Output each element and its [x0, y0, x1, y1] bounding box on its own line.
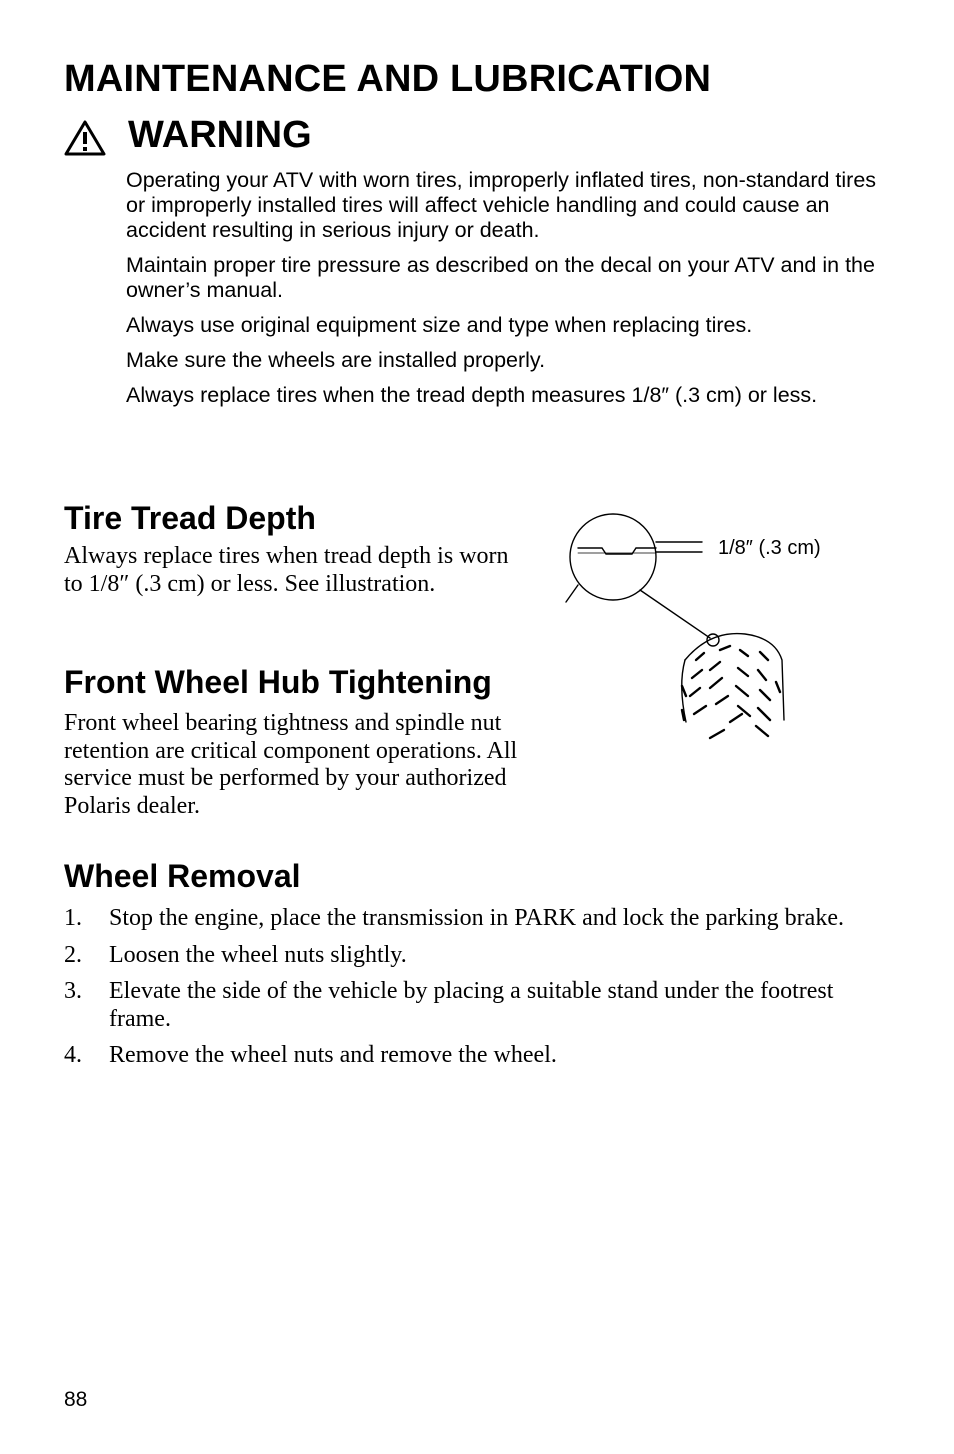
page-title: MAINTENANCE AND LUBRICATION: [64, 58, 712, 100]
step-number: 2.: [64, 941, 82, 968]
list-item: [64, 942, 884, 970]
wheel-removal-steps: [64, 905, 884, 1079]
tire-tread-depth-text: Always replace tires when tread depth is worn to 1/8″ (.3 cm) or less. See illustration.: [64, 543, 509, 597]
step-text: Loosen the wheel nuts slightly.: [109, 941, 407, 968]
list-item: [64, 905, 884, 933]
step-text: Stop the engine, place the transmission in PARK and lock the parking brake.: [109, 905, 844, 931]
step-text: Remove the wheel nuts and remove the wheel.: [109, 1042, 557, 1068]
tread-depth-label: 1/8″ (.3 cm): [718, 537, 821, 559]
list-item: [64, 978, 884, 1033]
list-item: [64, 1042, 884, 1070]
warning-paragraph: Always replace tires when the tread depth measures 1/8″ (.3 cm) or less.: [126, 383, 818, 407]
front-wheel-hub-text: Front wheel bearing tightness and spindle nut retention are critical component operations. All service must be performed by your authorized Polaris dealer.: [64, 710, 518, 819]
warning-paragraph: Always use original equipment size and type when replacing tires.: [126, 313, 753, 337]
tire-tread-illustration: [560, 510, 870, 750]
warning-body: [126, 168, 886, 418]
tire-tread-depth-heading: Tire Tread Depth: [64, 500, 316, 536]
step-number: 3.: [64, 978, 82, 1004]
step-number: 4.: [64, 1042, 82, 1068]
warning-triangle-icon: [64, 120, 106, 156]
warning-paragraph: Operating your ATV with worn tires, improperly inflated tires, non-standard tires or improperly installed tires will affect vehicle handling and could cause an accident resulting in serious injury or death.: [126, 168, 877, 242]
wheel-removal-heading: Wheel Removal: [64, 858, 301, 894]
step-text: Elevate the side of the vehicle by placing a suitable stand under the footrest frame.: [109, 978, 834, 1032]
warning-paragraph: Make sure the wheels are installed properly.: [126, 348, 546, 372]
warning-paragraph: Maintain proper tire pressure as described on the decal on your ATV and in the owner’s manual.: [126, 253, 875, 302]
page-number: 88: [64, 1388, 88, 1411]
front-wheel-hub-heading: Front Wheel Hub Tightening: [64, 664, 492, 700]
warning-title: WARNING: [128, 114, 312, 156]
step-number: 1.: [64, 905, 82, 931]
